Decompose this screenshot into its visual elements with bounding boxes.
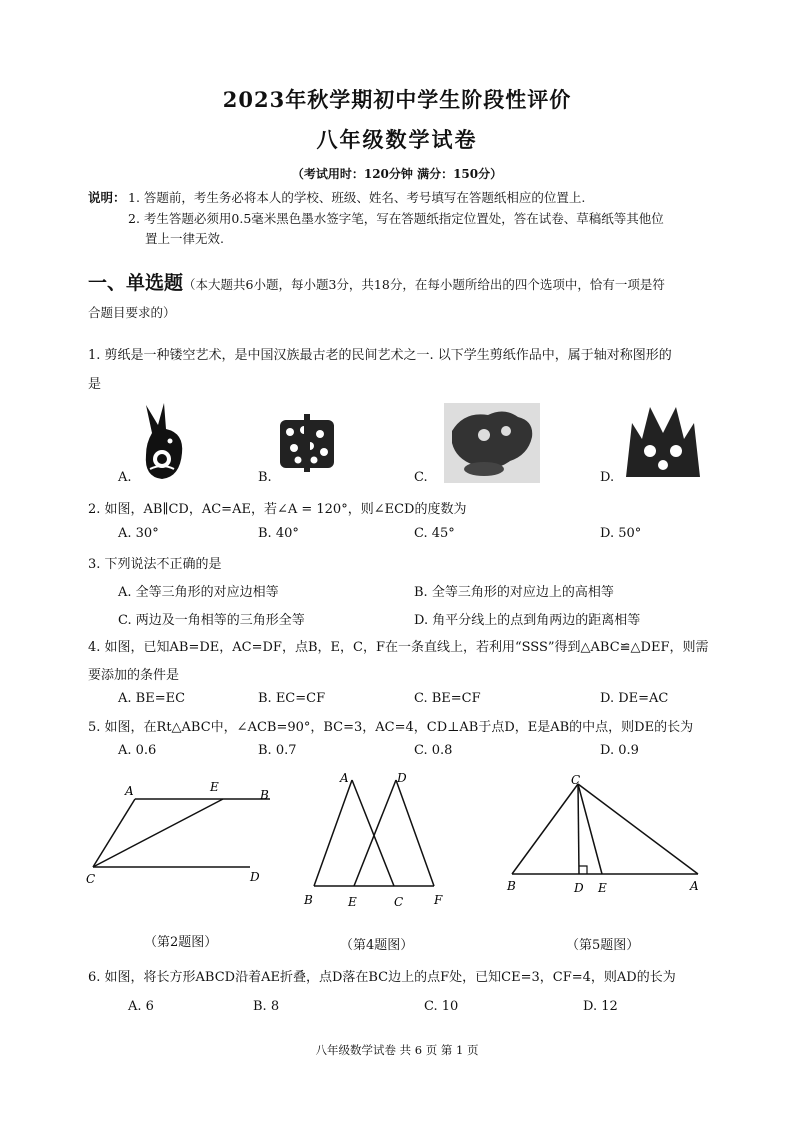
q3-option-a: A. 全等三角形的对应边相等: [118, 585, 279, 600]
instruction-item-1: 1. 答题前，考生务必将本人的学校、班级、姓名、考号填写在答题纸相应的位置上.: [128, 190, 586, 205]
fig2-label-e: E: [210, 780, 219, 794]
q4-option-c: C. BE=CF: [414, 691, 481, 706]
instruction-item-2-line1: 2. 考生答题必须用0.5毫米黑色墨水签字笔，写在答题纸指定位置处，答在试卷、草稿纸等其他位: [128, 211, 664, 226]
q5-option-c: C. 0.8: [414, 743, 453, 758]
q4-option-b: B. EC=CF: [258, 691, 326, 706]
q4-option-a: A. BE=EC: [118, 691, 186, 706]
q6-option-d: D. 12: [583, 999, 618, 1014]
exam-info: （考试用时：120分钟 满分：150分）: [291, 167, 503, 181]
q1-stem-line1: 1. 剪纸是一种镂空艺术，是中国汉族最古老的民间艺术之一. 以下学生剪纸作品中，属于轴对称图形的: [88, 348, 672, 363]
section-1-note-line2: 合题目要求的）: [88, 305, 176, 320]
q1-image-d-lion-papercut: [622, 403, 704, 483]
fig4-label-b: B: [304, 893, 313, 907]
exam-title: 2023年秋学期初中学生阶段性评价: [222, 87, 572, 112]
q1-option-d: D.: [600, 470, 615, 485]
fig5-label-c: C: [571, 773, 581, 787]
q5-option-b: B. 0.7: [258, 743, 297, 758]
q6-option-c: C. 10: [424, 999, 459, 1014]
fig5-caption: （第5题图）: [566, 938, 640, 953]
figure-q5-right-triangle: [500, 770, 710, 904]
q2-stem: 2. 如图，AB∥CD，AC=AE，若∠A = 120°，则∠ECD的度数为: [88, 502, 467, 517]
fig4-label-a: A: [340, 771, 349, 785]
exam-subtitle: 八年级数学试卷: [316, 127, 478, 152]
q3-option-b: B. 全等三角形的对应边上的高相等: [414, 585, 614, 600]
section-1-header: [88, 268, 665, 295]
q3-option-c: C. 两边及一角相等的三角形全等: [118, 613, 305, 628]
fig2-label-d: D: [250, 870, 260, 884]
page-footer: 八年级数学试卷 共 6 页 第 1 页: [315, 1043, 479, 1057]
fig4-label-f: F: [434, 893, 443, 907]
q3-option-d: D. 角平分线上的点到角两边的距离相等: [414, 613, 641, 628]
instructions-lead: 说明：: [88, 190, 126, 205]
instruction-item-2-line2: 置上一律无效.: [145, 231, 224, 246]
q5-option-d: D. 0.9: [600, 743, 639, 758]
section-1-note: （本大题共6小题，每小题3分，共18分，在每小题所给出的四个选项中，恰有一项是符: [183, 277, 665, 292]
fig2-label-a: A: [125, 784, 134, 798]
fig5-label-d: D: [574, 881, 584, 895]
q1-option-a: A.: [118, 470, 132, 485]
q4-option-d: D. DE=AC: [600, 691, 669, 706]
q6-option-b: B. 8: [253, 999, 280, 1014]
q1-option-c: C.: [414, 470, 428, 485]
fig2-label-c: C: [86, 872, 96, 886]
fig4-label-d: D: [397, 771, 407, 785]
q2-option-c: C. 45°: [414, 526, 455, 541]
fig5-label-e: E: [598, 881, 607, 895]
q5-option-a: A. 0.6: [118, 743, 157, 758]
q1-image-b-fu-character-papercut: [276, 412, 338, 478]
q5-stem: 5. 如图，在Rt△ABC中，∠ACB=90°，BC=3，AC=4，CD⊥AB于点D，E是AB的中点，则DE的长为: [88, 720, 694, 735]
fig5-label-b: B: [507, 879, 516, 893]
q4-stem-line2: 要添加的条件是: [88, 668, 180, 683]
q1-image-a-rabbit-papercut: [136, 403, 194, 487]
fig4-label-e: E: [348, 895, 357, 908]
fig4-label-c: C: [394, 895, 404, 908]
fig2-caption: （第2题图）: [144, 935, 218, 950]
q1-option-b: B.: [258, 470, 272, 485]
fig5-label-a: A: [690, 879, 699, 893]
figure-q2-parallel-lines: [80, 775, 280, 894]
q4-stem-line1: 4. 如图，已知AB=DE，AC=DF，点B，E，C，F在一条直线上，若利用“SSS”得到△ABC≌△DEF，则需: [88, 640, 709, 655]
q3-stem: 3. 下列说法不正确的是: [88, 557, 222, 572]
fig4-caption: （第4题图）: [340, 938, 414, 953]
section-1-heading: 一、单选题: [88, 272, 184, 294]
q2-option-b: B. 40°: [258, 526, 299, 541]
fig2-label-b: B: [260, 788, 269, 802]
q6-stem: 6. 如图，将长方形ABCD沿着AE折叠，点D落在BC边上的点F处，已知CE=3，CF=4，则AD的长为: [88, 970, 676, 985]
q1-stem-line2: 是: [88, 377, 102, 392]
q6-option-a: A. 6: [128, 999, 154, 1014]
q1-image-c-map-papercut: [444, 403, 540, 487]
q2-option-d: D. 50°: [600, 526, 642, 541]
figure-q4-congruent-triangles: [300, 768, 460, 912]
q2-option-a: A. 30°: [118, 526, 159, 541]
